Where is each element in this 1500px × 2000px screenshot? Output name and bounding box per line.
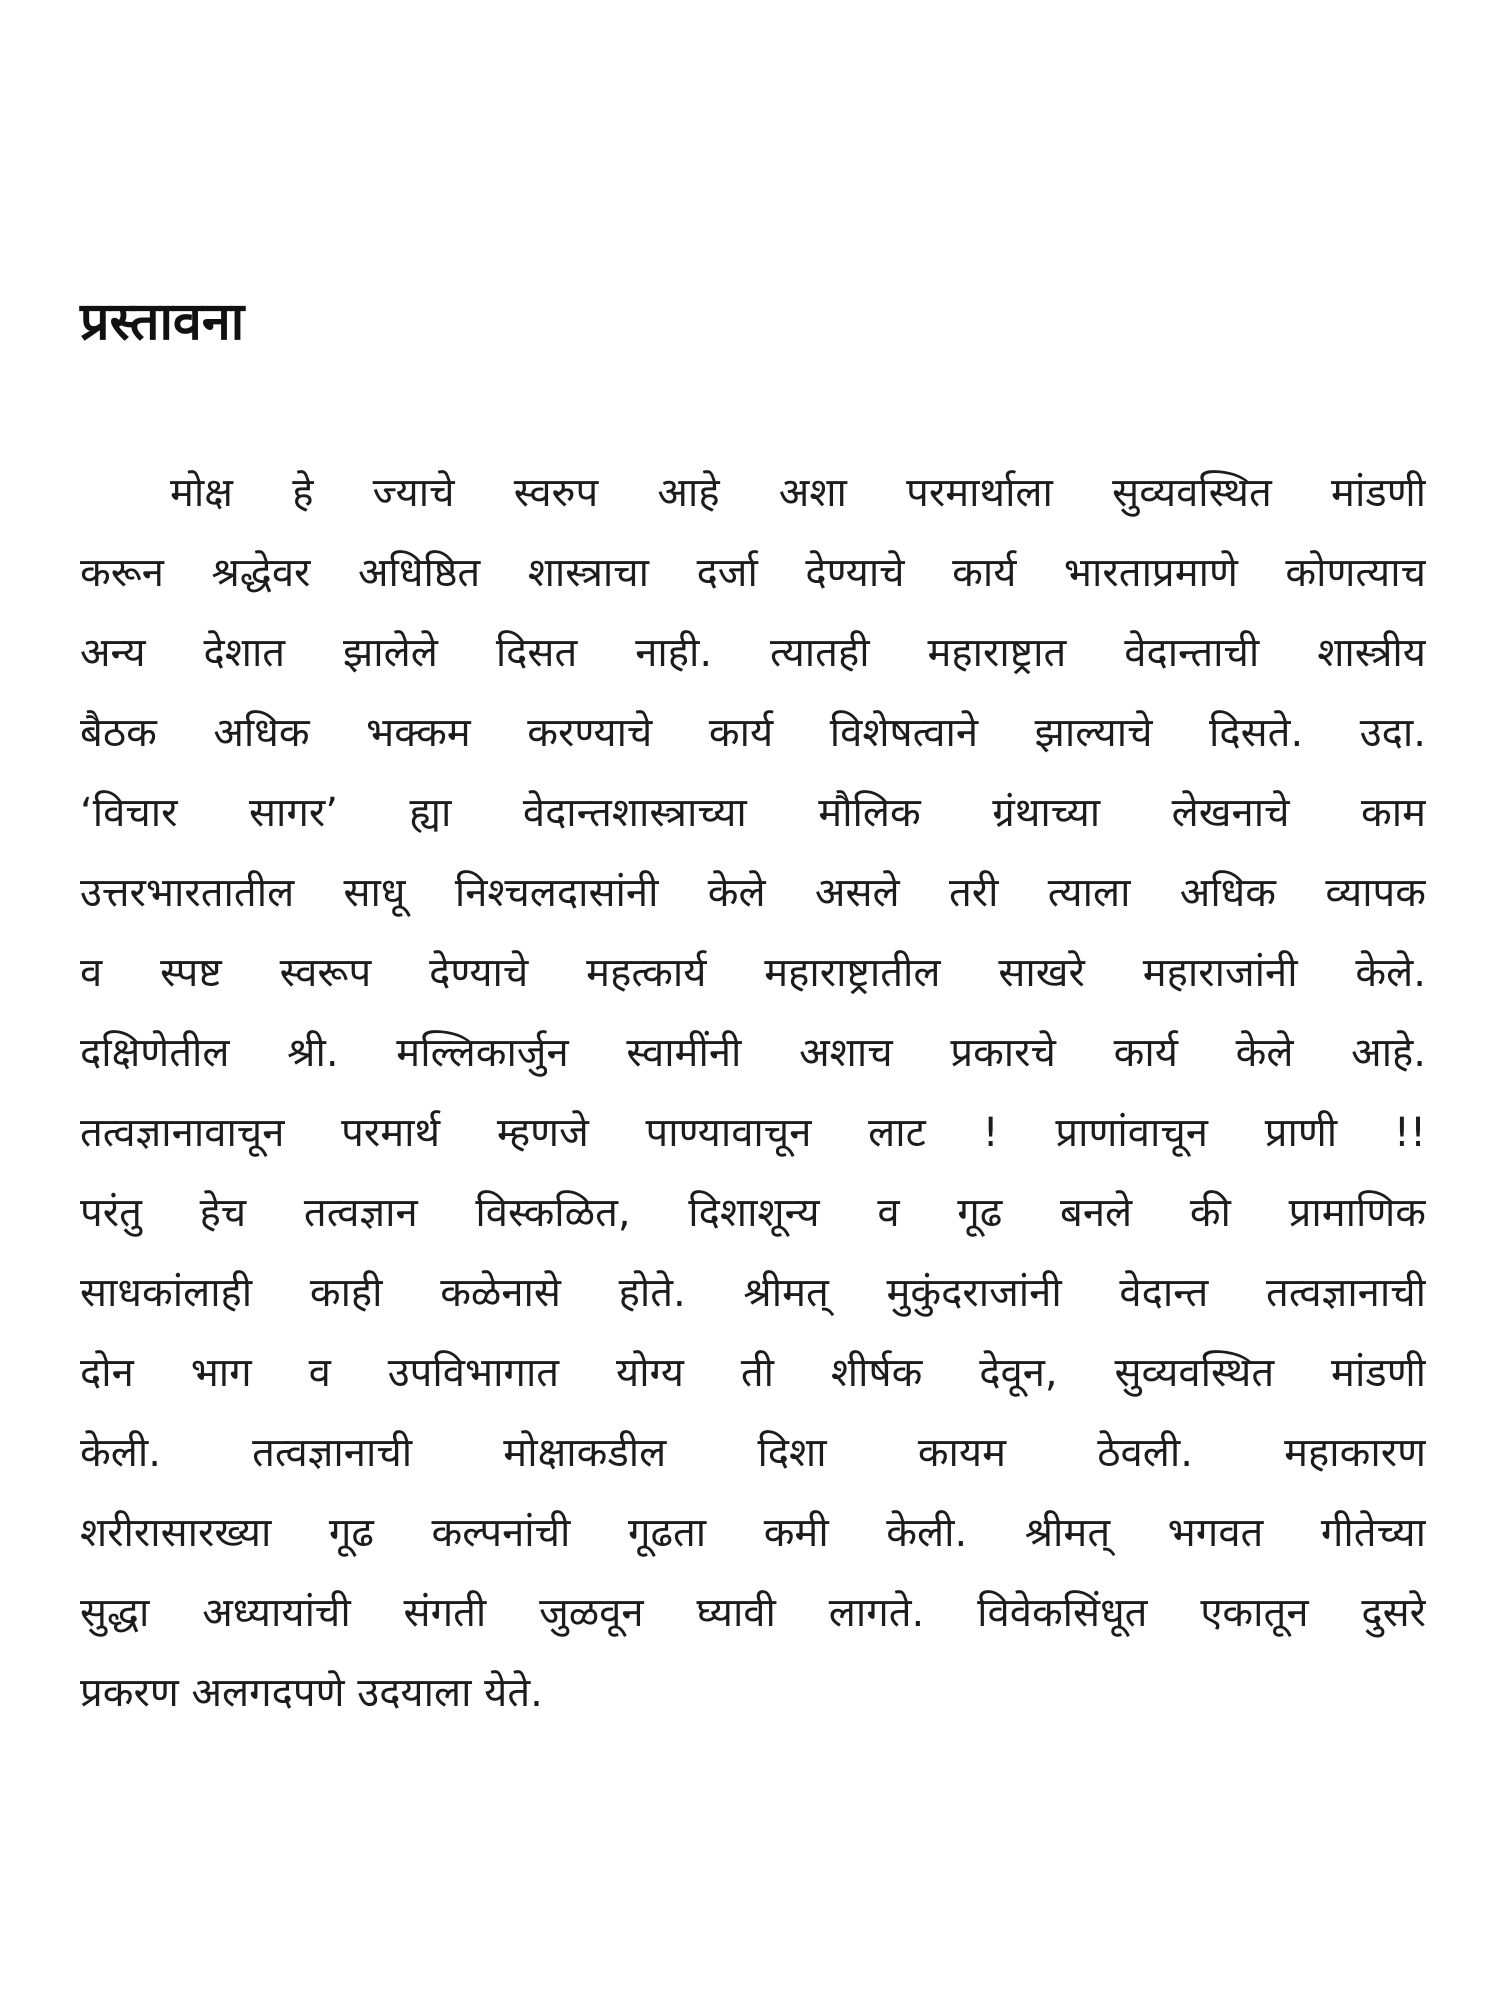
paragraph-line: सुद्धा अध्यायांची संगती जुळवून घ्यावी लागते. विवेकसिंधूत एकातून दुसरे	[80, 1590, 1426, 1636]
paragraph-line: परंतु हेच तत्वज्ञान विस्कळित, दिशाशून्य व गूढ बनले की प्रामाणिक	[80, 1190, 1426, 1236]
paragraph-line: शरीरासारख्या गूढ कल्पनांची गूढता कमी केली. श्रीमत् भगवत गीतेच्या	[80, 1510, 1426, 1556]
paragraph-line: व स्पष्ट स्वरूप देण्याचे महत्कार्य महाराष्ट्रातील साखरे महाराजांनी केले.	[80, 950, 1426, 996]
paragraph-line: उत्तरभारतातील साधू निश्चलदासांनी केले असले तरी त्याला अधिक व्यापक	[80, 870, 1426, 916]
paragraph-line: केली. तत्वज्ञानाची मोक्षाकडील दिशा कायम ठेवली. महाकारण	[80, 1430, 1426, 1476]
paragraph-line: प्रकरण अलगदपणे उदयाला येते.	[80, 1670, 543, 1716]
paragraph-line: मोक्ष हे ज्याचे स्वरुप आहे अशा परमार्थाला सुव्यवस्थित मांडणी	[170, 470, 1426, 516]
paragraph-line: अन्य देशात झालेले दिसत नाही. त्यातही महाराष्ट्रात वेदान्ताची शास्त्रीय	[80, 630, 1426, 676]
paragraph-line: दोन भाग व उपविभागात योग्य ती शीर्षक देवून, सुव्यवस्थित मांडणी	[80, 1350, 1426, 1396]
body-paragraph	[80, 453, 1426, 1733]
paragraph-line: करून श्रद्धेवर अधिष्ठित शास्त्राचा दर्जा देण्याचे कार्य भारताप्रमाणे कोणत्याच	[80, 550, 1426, 596]
paragraph-line: बैठक अधिक भक्कम करण्याचे कार्य विशेषत्वाने झाल्याचे दिसते. उदा.	[80, 710, 1426, 756]
paragraph-line: दक्षिणेतील श्री. मल्लिकार्जुन स्वामींनी अशाच प्रकारचे कार्य केले आहे.	[80, 1030, 1426, 1076]
paragraph-line: साधकांलाही काही कळेनासे होते. श्रीमत् मुकुंदराजांनी वेदान्त तत्वज्ञानाची	[80, 1270, 1426, 1316]
paragraph-line: तत्वज्ञानावाचून परमार्थ म्हणजे पाण्यावाचून लाट ! प्राणांवाचून प्राणी !!	[80, 1110, 1426, 1156]
paragraph-line: ‘विचार सागर’ ह्या वेदान्तशास्त्राच्या मौलिक ग्रंथाच्या लेखनाचे काम	[80, 790, 1426, 836]
page-heading: प्रस्तावना	[80, 292, 245, 352]
